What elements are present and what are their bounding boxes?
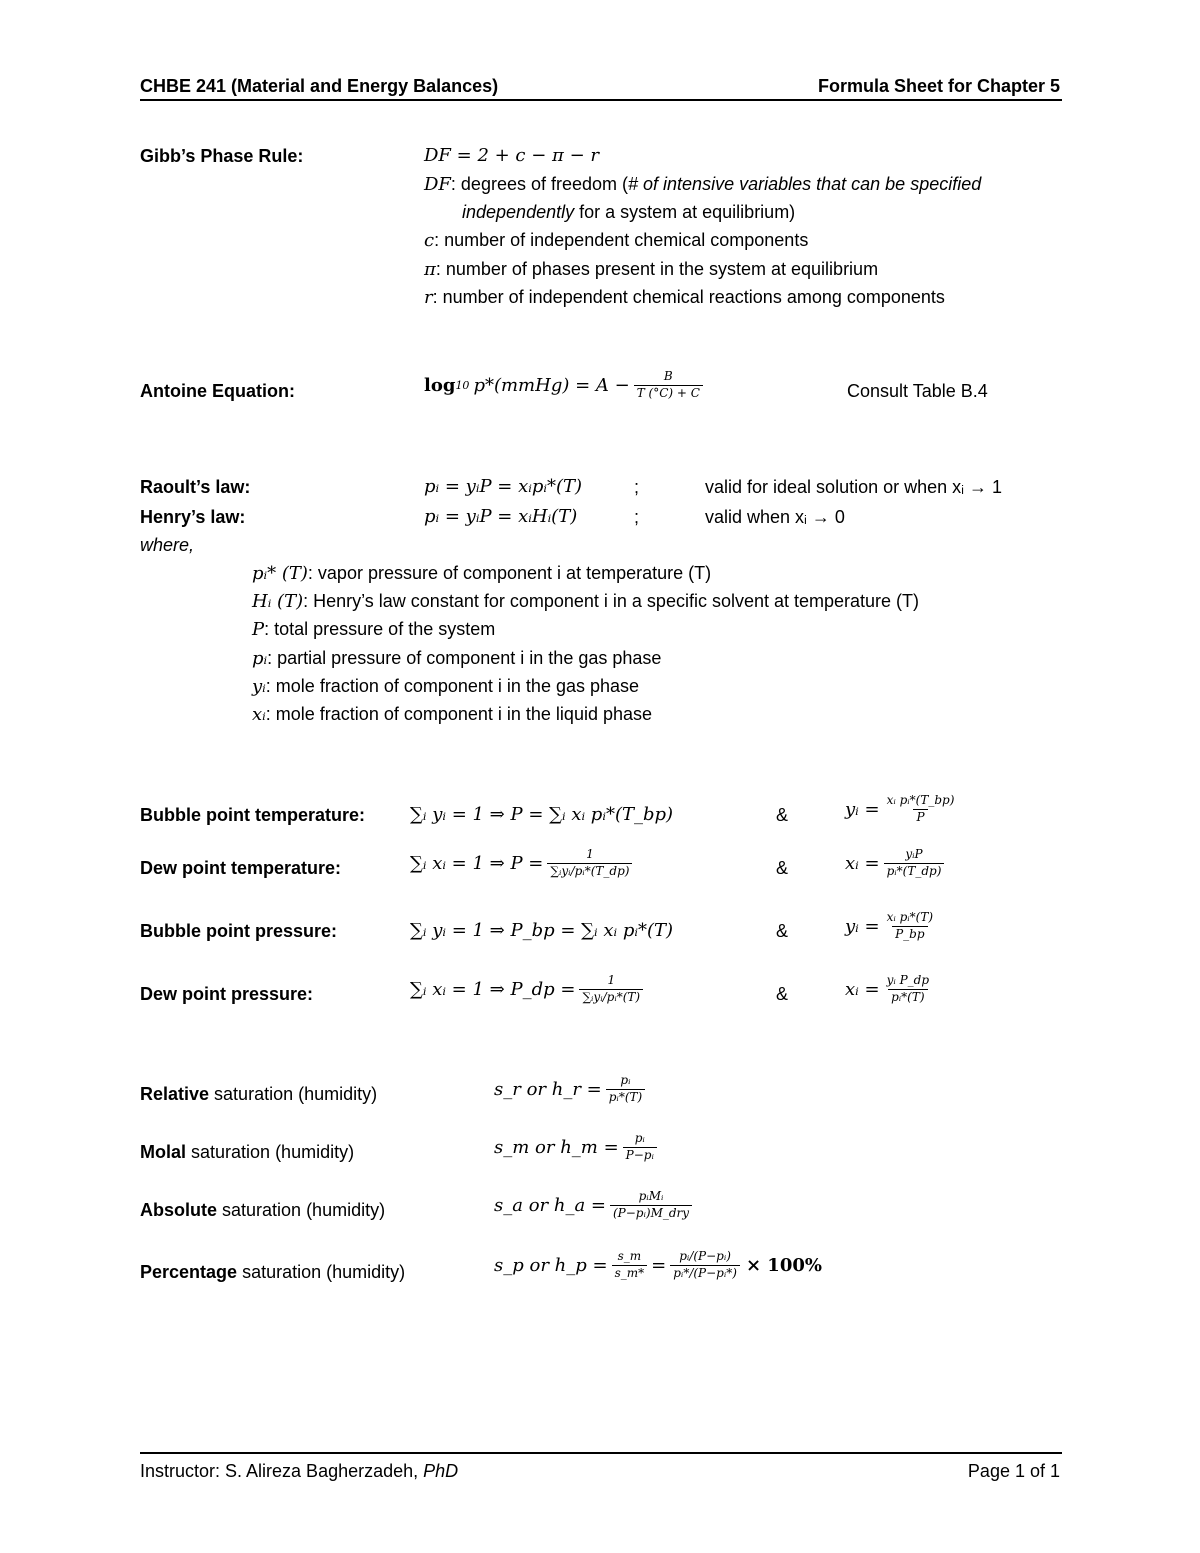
def-gas-mole-fraction: yᵢ: mole fraction of component i in the gas phase — [252, 676, 640, 697]
absolute-saturation-equation: s_a or h_a = $\frac{\text{pᵢMᵢ}}{\text{(P−pᵢ)M\_dry}}$ — [494, 1190, 696, 1221]
def-henry-constant: Hᵢ (T): Henry’s law constant for component i in a specific solvent at temperature (T) — [252, 591, 920, 612]
raoult-equation: pᵢ = yᵢP = xᵢpᵢ*(T) — [424, 476, 583, 497]
henry-label: Henry’s law: — [140, 507, 246, 527]
bubble-pressure-y-eq: yᵢ = $\frac{\text{xᵢ pᵢ*(T)}}{P\_bp}$ — [845, 910, 934, 941]
antoine-numerator: B — [663, 369, 673, 383]
header-course-title: CHBE 241 (Material and Energy Balances) — [140, 76, 499, 96]
gibbs-equation: DF = 2 + c − π − r — [424, 145, 599, 166]
def-total-pressure: P: total pressure of the system — [252, 619, 496, 640]
header-rule — [140, 99, 1062, 101]
gibbs-pi-def: π: number of phases present in the system at equilibrium — [424, 259, 879, 280]
footer-instructor: Instructor: S. Alireza Bagherzadeh, PhD — [140, 1461, 459, 1481]
percentage-saturation-label: Percentage saturation (humidity) — [140, 1262, 406, 1282]
molal-saturation-equation: s_m or h_m = $\frac{\text{pᵢ}}{\text{P−pᵢ}}$ — [494, 1132, 661, 1163]
henry-validity: valid when xᵢ → 0 — [705, 507, 845, 527]
henry-equation: pᵢ = yᵢP = xᵢHᵢ(T) — [424, 506, 578, 527]
dew-temp-equation: ∑ᵢ xᵢ = 1 ⇒ P = $\frac{1}{\text{∑ᵢyᵢ/pᵢ*(T\_dp)}}$ — [410, 848, 636, 879]
bubble-pressure-equation: ∑ᵢ yᵢ = 1 ⇒ P_bp = ∑ᵢ xᵢ pᵢ*(T) — [410, 920, 674, 941]
gibbs-r-def: r: number of independent chemical reactions among components — [424, 287, 945, 308]
header-sheet-title: Formula Sheet for Chapter 5 — [817, 76, 1060, 96]
antoine-note: Consult Table B.4 — [847, 381, 988, 401]
absolute-saturation-label: Absolute saturation (humidity) — [140, 1200, 386, 1220]
dew-pressure-amp: & — [776, 984, 789, 1004]
antoine-denominator: T (°C) + C — [634, 385, 703, 401]
def-liquid-mole-fraction: xᵢ: mole fraction of component i in the liquid phase — [252, 704, 653, 725]
dew-pressure-label: Dew point pressure: — [140, 984, 314, 1004]
molal-saturation-label: Molal saturation (humidity) — [140, 1142, 355, 1162]
antoine-label: Antoine Equation: — [140, 381, 295, 401]
bubble-temp-y-eq: yᵢ = $\frac{\text{xᵢ pᵢ*(T\_bp)}}{P}$ — [845, 793, 955, 824]
bubble-pressure-amp: & — [776, 921, 789, 941]
henry-separator: ; — [634, 507, 640, 527]
relative-saturation-label: Relative saturation (humidity) — [140, 1084, 378, 1104]
dew-temp-label: Dew point temperature: — [140, 858, 342, 878]
gibbs-c-def: c: number of independent chemical components — [424, 230, 809, 251]
dew-temp-amp: & — [776, 858, 789, 878]
def-vapor-pressure: pᵢ* (T): vapor pressure of component i at temperature (T) — [252, 563, 712, 584]
gibbs-label: Gibb’s Phase Rule: — [140, 146, 304, 166]
bubble-temp-equation: ∑ᵢ yᵢ = 1 ⇒ P = ∑ᵢ xᵢ pᵢ*(T_bp) — [410, 804, 674, 825]
dew-pressure-x-eq: xᵢ = $\frac{\text{yᵢ P\_dp}}{\text{pᵢ*(T)}}$ — [845, 973, 930, 1004]
def-partial-pressure: pᵢ: partial pressure of component i in the gas phase — [252, 648, 662, 669]
gibbs-df-def: DF: degrees of freedom (# of intensive variables that can be specified — [424, 174, 982, 195]
antoine-equation: log 10 p*(mmHg) = A − $\frac{B}{T (^\circ C) + C}$ — [424, 370, 707, 401]
raoult-label: Raoult’s law: — [140, 477, 251, 497]
footer-rule — [140, 1452, 1062, 1454]
raoult-separator: ; — [634, 477, 640, 497]
relative-saturation-equation: s_r or h_r = $\frac{\text{pᵢ}}{\text{pᵢ*(T)}}$ — [494, 1074, 649, 1105]
dew-temp-x-eq: xᵢ = $\frac{\text{yᵢP}}{\text{pᵢ*(T\_dp)}}$ — [845, 848, 948, 879]
where-label: where, — [140, 535, 195, 555]
dew-pressure-equation: ∑ᵢ xᵢ = 1 ⇒ P_dp = $\frac{1}{\text{∑ᵢyᵢ/pᵢ*(T)}}$ — [410, 974, 647, 1005]
bubble-temp-amp: & — [776, 805, 789, 825]
bubble-temp-label: Bubble point temperature: — [140, 805, 366, 825]
gibbs-df-def-cont: independently for a system at equilibrium) — [462, 202, 796, 222]
raoult-validity: valid for ideal solution or when xᵢ → 1 — [705, 477, 1002, 497]
percentage-saturation-equation: s_p or h_p = $\frac{s\_m}{s\_m*}$ = $\frac{\text{pᵢ/(P−pᵢ)}}{\text{pᵢ*/(P−pᵢ*)}}$ × 100% — [494, 1249, 822, 1280]
footer-page-number: Page 1 of 1 — [967, 1461, 1060, 1481]
bubble-pressure-label: Bubble point pressure: — [140, 921, 338, 941]
